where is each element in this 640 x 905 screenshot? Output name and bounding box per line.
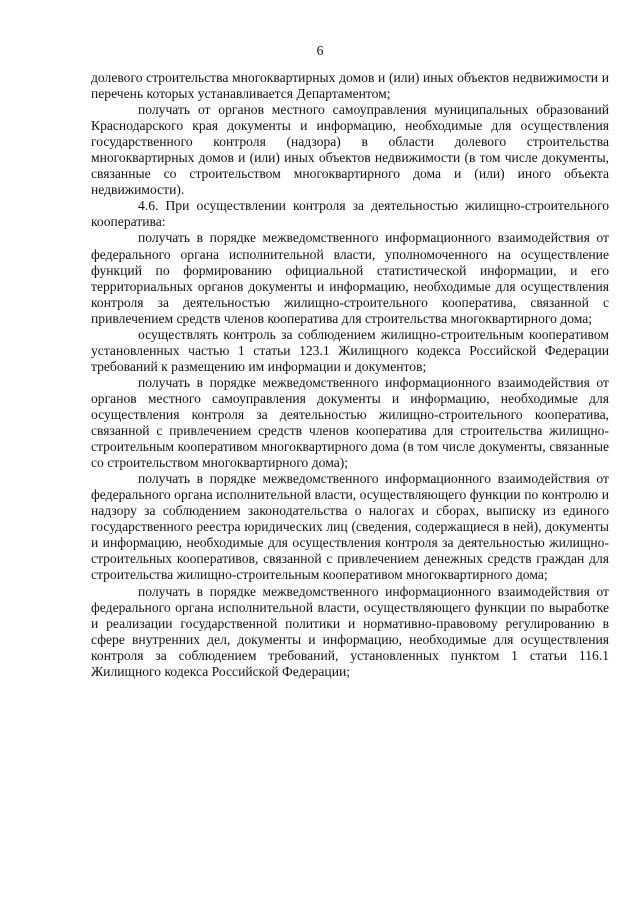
paragraph-continuation: долевого строительства многоквартирных домов и (или) иных объектов недвижимости и перечень которых устанавливается Департаментом; <box>91 70 609 102</box>
section-heading-4-6: 4.6. При осуществлении контроля за деятельностью жилищно-строительного кооператива: <box>91 198 609 230</box>
paragraph: получать в порядке межведомственного информационного взаимодействия от федерального органа исполнительной власти, осуществляющего функции по контролю и надзору за соблюдением законодательства о налогах и сборах, выписку из единого государственного реестра юридических лиц (сведения, содержащиеся в ней), документы и информацию, необходимые для осуществления контроля за деятельностью жилищно-строительных кооперативов, связанной с привлечением денежных средств граждан для строительства жилищно-строительным кооперативом многоквартирного дома; <box>91 471 609 583</box>
document-body <box>91 70 609 680</box>
paragraph: получать в порядке межведомственного информационного взаимодействия от федерального органа исполнительной власти, уполномоченного на осуществление функций по формированию официальной статистической информации, и его территориальных органов документы и информацию, необходимые для осуществления контроля за деятельностью жилищно-строительного кооператива, связанной с привлечением средств членов кооператива для строительства многоквартирного дома; <box>91 230 609 326</box>
paragraph: получать в порядке межведомственного информационного взаимодействия от федерального органа исполнительной власти, осуществляющего функции по выработке и реализации государственной политики и нормативно-правовому регулированию в сфере внутренних дел, документы и информацию, необходимые для осуществления контроля за соблюдением требований, установленных пунктом 1 статьи 116.1 Жилищного кодекса Российской Федерации; <box>91 583 609 679</box>
paragraph: осуществлять контроль за соблюдением жилищно-строительным кооперативом установленных частью 1 статьи 123.1 Жилищного кодекса Российской Федерации требований к размещению им информации и документов; <box>91 326 609 374</box>
paragraph: получать в порядке межведомственного информационного взаимодействия от органов местного самоуправления документы и информацию, необходимые для осуществления контроля за деятельностью жилищно-строительного кооператива, связанной с привлечением средств членов кооператива для строительства жилищно-строительным кооперативом многоквартирного дома (в том числе документы, связанные со строительством многоквартирного дома); <box>91 374 609 471</box>
paragraph: получать от органов местного самоуправления муниципальных образований Краснодарского края документы и информацию, необходимые для осуществления государственного контроля (надзора) в области долевого строительства многоквартирных домов и (или) иных объектов недвижимости (в том числе документы, связанные со строительством многоквартирного дома и (или) иного объекта недвижимости). <box>91 102 609 198</box>
page-number: 6 <box>316 43 324 58</box>
